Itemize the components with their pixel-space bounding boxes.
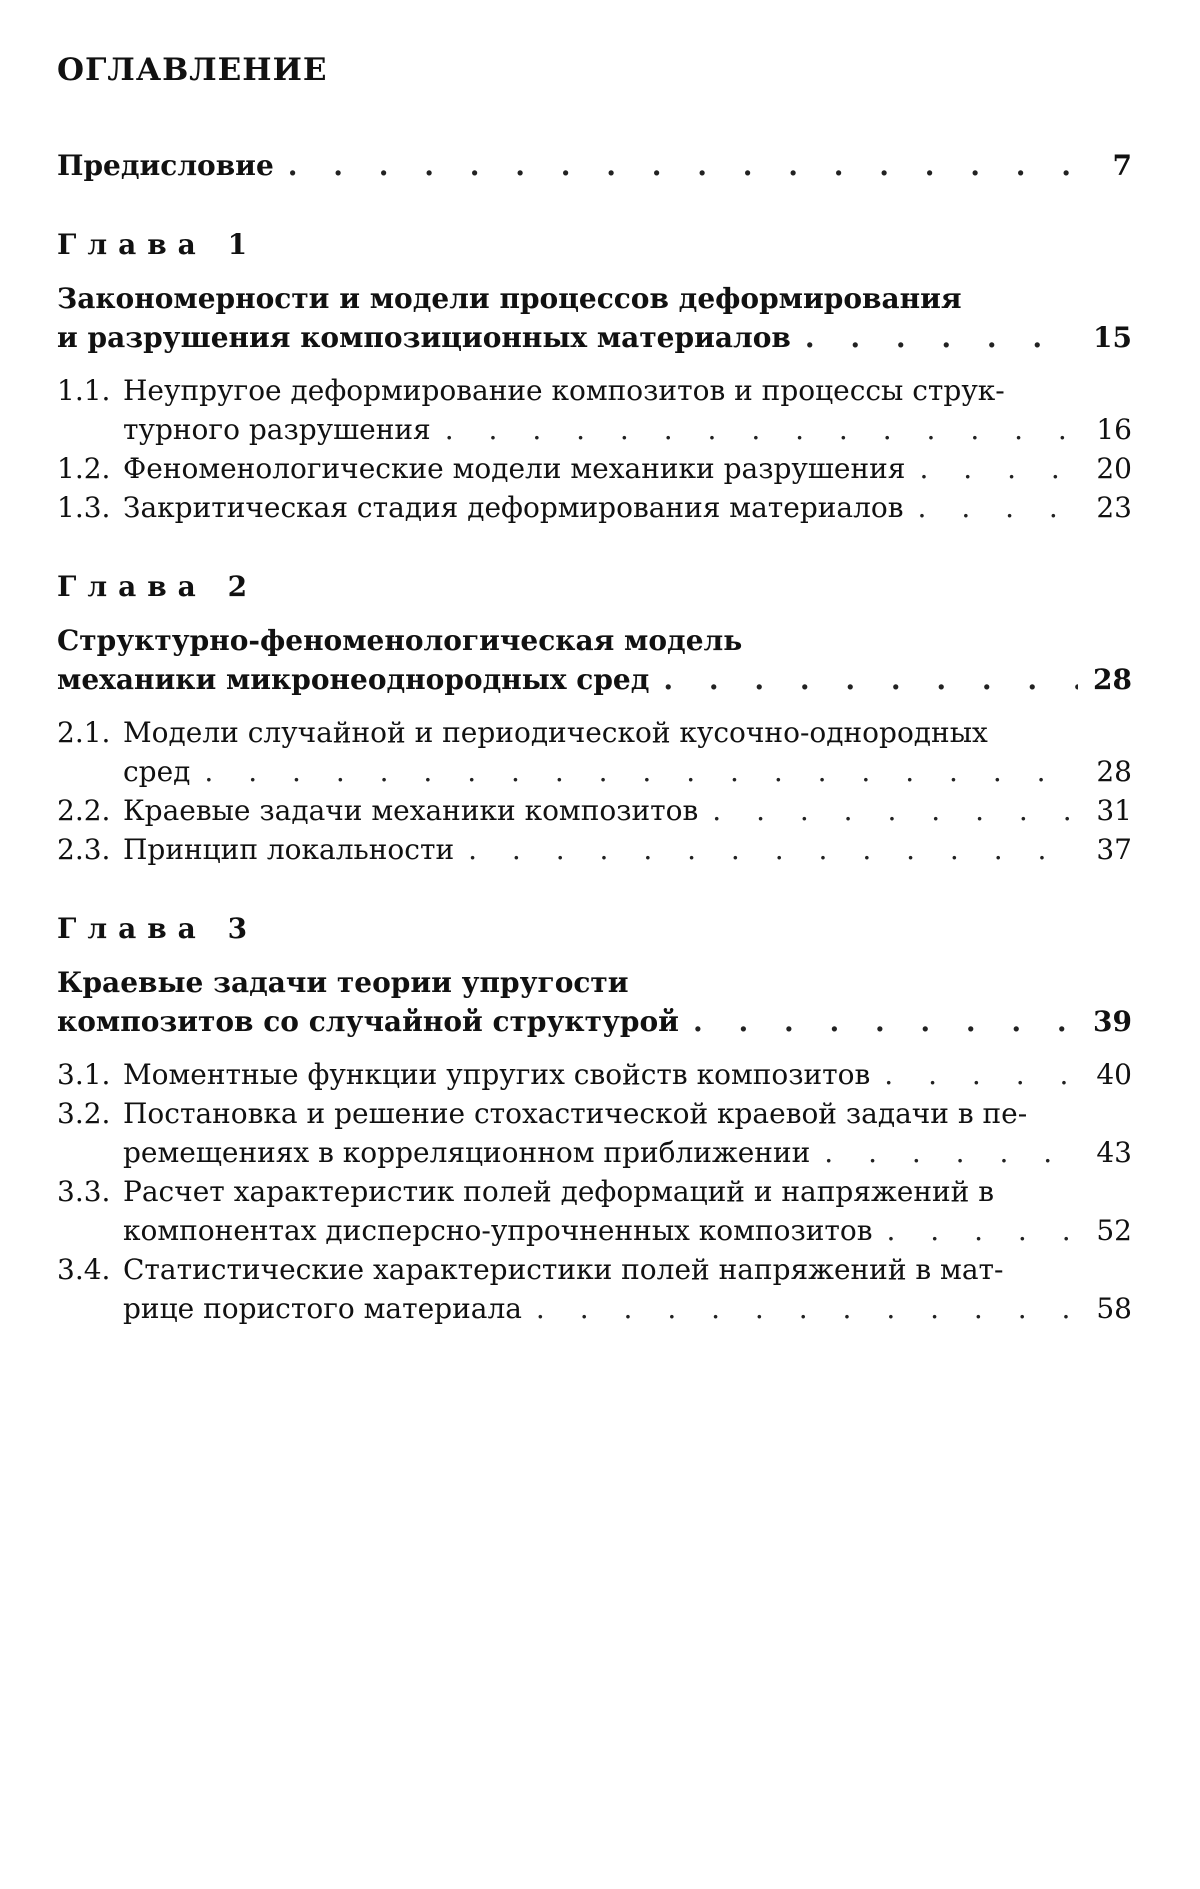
- leader-dots: [884, 1055, 1078, 1094]
- entry-label: и разрушения композиционных материалов: [57, 321, 791, 354]
- page-number: 40: [1096, 1058, 1132, 1091]
- section-number: 2.1.: [57, 716, 111, 749]
- chapter-title-line-last[interactable]: [57, 660, 1132, 699]
- toc-section[interactable]: [57, 791, 1132, 830]
- page-number: 16: [1096, 413, 1132, 446]
- chapter-title-line[interactable]: Закономерности и модели процессов деформирования: [57, 282, 962, 315]
- leader-dots: [919, 449, 1078, 488]
- entry-label: механики микронеоднородных сред: [57, 663, 650, 696]
- section-title-line: Расчет характеристик полей деформаций и напряжений в: [123, 1175, 994, 1208]
- section-number: 2.2.: [57, 794, 111, 827]
- toc-section[interactable]: [57, 449, 1132, 488]
- section-list: [57, 371, 1132, 527]
- toc-section[interactable]: [57, 488, 1132, 527]
- section-title-line: Принцип локальности: [123, 833, 455, 866]
- section-list: [57, 713, 1132, 869]
- chapter-label: Глава 3: [57, 912, 259, 945]
- toc-section[interactable]: [57, 371, 1132, 449]
- section-number: 1.3.: [57, 491, 111, 524]
- leader-dots: [445, 410, 1078, 449]
- section-number: 3.4.: [57, 1253, 111, 1286]
- leader-dots: [918, 488, 1078, 527]
- toc-section[interactable]: [57, 1250, 1132, 1328]
- page-number: 7: [1112, 149, 1132, 182]
- chapter-1: [57, 225, 1132, 527]
- section-number: 3.1.: [57, 1058, 111, 1091]
- page-number: 58: [1096, 1292, 1132, 1325]
- entry-label: композитов со случайной структурой: [57, 1005, 679, 1038]
- leader-dots: [805, 318, 1078, 357]
- leader-dots: [712, 791, 1078, 830]
- entry-label: Предисловие: [57, 149, 274, 182]
- page-number: 28: [1096, 755, 1132, 788]
- chapter-2: [57, 567, 1132, 869]
- leader-dots: [204, 752, 1078, 791]
- page-number: 39: [1093, 1005, 1132, 1038]
- toc-title: ОГЛАВЛЕНИЕ: [57, 52, 328, 88]
- leader-dots: [288, 146, 1078, 185]
- section-title-line: Краевые задачи механики композитов: [123, 794, 699, 827]
- chapter-title-line[interactable]: Краевые задачи теории упругости: [57, 966, 629, 999]
- page-number: 37: [1096, 833, 1132, 866]
- section-title-line: Модели случайной и периодической кусочно-однородных: [123, 716, 988, 749]
- leader-dots: [663, 660, 1078, 699]
- toc-page: [57, 48, 1132, 1368]
- leader-dots: [693, 1002, 1078, 1041]
- section-title-line: турного разрушения: [123, 413, 431, 446]
- toc-section[interactable]: [57, 1055, 1132, 1094]
- leader-dots: [468, 830, 1078, 869]
- section-list: [57, 1055, 1132, 1328]
- chapter-title-line-last[interactable]: [57, 318, 1132, 357]
- section-number: 1.2.: [57, 452, 111, 485]
- section-title-line: Феноменологические модели механики разрушения: [123, 452, 906, 485]
- section-number: 3.3.: [57, 1175, 111, 1208]
- section-title-line: Неупругое деформирование композитов и процессы струк-: [123, 374, 1005, 407]
- page-number: 31: [1096, 794, 1132, 827]
- toc-section[interactable]: [57, 830, 1132, 869]
- section-title-line: ремещениях в корреляционном приближении: [123, 1136, 811, 1169]
- chapter-title-line[interactable]: Структурно-феноменологическая модель: [57, 624, 743, 657]
- section-title-line: рице пористого материала: [123, 1292, 522, 1325]
- section-title-line: сред: [123, 755, 191, 788]
- section-number: 3.2.: [57, 1097, 111, 1130]
- page-number: 52: [1096, 1214, 1132, 1247]
- leader-dots: [887, 1211, 1079, 1250]
- section-number: 1.1.: [57, 374, 111, 407]
- page-number: 15: [1093, 321, 1132, 354]
- section-title-line: Статистические характеристики полей напряжений в мат-: [123, 1253, 1004, 1286]
- section-title-line: Постановка и решение стохастической краевой задачи в пе-: [123, 1097, 1028, 1130]
- section-title-line: Закритическая стадия деформирования материалов: [123, 491, 904, 524]
- chapter-label: Глава 2: [57, 570, 259, 603]
- section-title-line: компонентах дисперсно-упрочненных композитов: [123, 1214, 873, 1247]
- chapter-3: [57, 909, 1132, 1328]
- section-number: 2.3.: [57, 833, 111, 866]
- leader-dots: [536, 1289, 1078, 1328]
- toc-section[interactable]: [57, 1094, 1132, 1172]
- leader-dots: [824, 1133, 1078, 1172]
- chapter-title-line-last[interactable]: [57, 1002, 1132, 1041]
- section-title-line: Моментные функции упругих свойств композитов: [123, 1058, 871, 1091]
- page-number: 28: [1093, 663, 1132, 696]
- chapter-label: Глава 1: [57, 228, 259, 261]
- page-number: 20: [1096, 452, 1132, 485]
- toc-section[interactable]: [57, 1172, 1132, 1250]
- toc-section[interactable]: [57, 713, 1132, 791]
- page-number: 23: [1096, 491, 1132, 524]
- page-number: 43: [1096, 1136, 1132, 1169]
- toc-entry-preface[interactable]: [57, 146, 1132, 185]
